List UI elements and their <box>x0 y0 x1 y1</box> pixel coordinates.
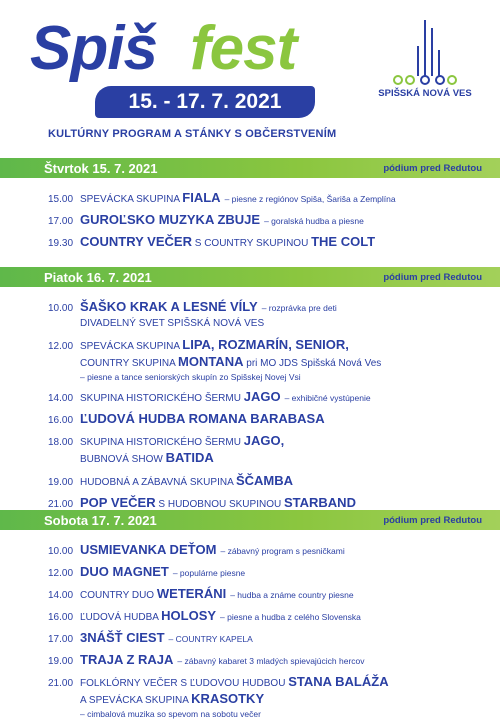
event-name: ŠČAMBA <box>235 473 294 488</box>
day-saturday <box>0 510 500 720</box>
event-time: 19.00 <box>48 477 74 488</box>
event-line2 <box>48 692 480 708</box>
event-time: 15.00 <box>48 194 74 205</box>
event-name: COUNTRY VEČER <box>80 234 192 249</box>
day-title: Piatok 16. 7. 2021 <box>44 269 152 285</box>
event-row <box>48 337 480 355</box>
program-subtitle: KULTÚRNY PROGRAM A STÁNKY S OBČERSTVENÍM <box>48 128 337 140</box>
event-row <box>48 473 480 491</box>
event-desc: – zábavný program s pesničkami <box>220 546 345 556</box>
event-time: 19.30 <box>48 238 74 249</box>
event-line2-prefix: BUBNOVÁ SHOW <box>80 454 163 465</box>
day-stage: pódium pred Redutou <box>383 162 482 174</box>
event-desc: – piesne a hudba z celého Slovenska <box>220 612 361 622</box>
event-row <box>48 234 480 252</box>
event-desc: – exhibičné vystúpenie <box>284 393 371 403</box>
event-name: 3NÁŠŤ CIEST <box>80 630 165 645</box>
event-row <box>48 190 480 208</box>
event-time: 16.00 <box>48 415 74 426</box>
event-line2-name: MONTANA <box>178 354 244 369</box>
day-stage: pódium pred Redutou <box>383 514 482 526</box>
event-prefix: COUNTRY DUO <box>80 590 155 601</box>
event-time: 10.00 <box>48 546 74 557</box>
event-time: 17.00 <box>48 216 74 227</box>
event-note: – piesne a tance seniorských skupín zo Spišskej Novej Vsi <box>80 372 301 382</box>
day-title: Sobota 17. 7. 2021 <box>44 512 157 528</box>
event-name: JAGO <box>243 389 281 404</box>
event-line2-prefix: A SPEVÁCKA SKUPINA <box>80 695 189 706</box>
event-desc: – COUNTRY KAPELA <box>168 634 253 644</box>
event-row <box>48 433 480 451</box>
event-time: 12.00 <box>48 341 74 352</box>
day-header-bar <box>0 267 500 287</box>
event-name: POP VEČER <box>80 495 156 510</box>
event-prefix: SPEVÁCKA SKUPINA <box>80 194 180 205</box>
spisfest-logo-fest: fest <box>190 14 297 83</box>
event-line2: DIVADELNÝ SVET SPIŠSKÁ NOVÁ VES <box>80 318 265 329</box>
event-prefix: SPEVÁCKA SKUPINA <box>80 341 180 352</box>
event-line2 <box>48 355 480 371</box>
event-name: LIPA, ROZMARÍN, SENIOR, <box>182 337 349 352</box>
event-row <box>48 674 480 692</box>
event-desc: – hudba a známe country piesne <box>230 590 354 600</box>
event-name-2: STARBAND <box>283 495 356 510</box>
event-name: TRAJA Z RAJA <box>80 652 174 667</box>
event-note: – cimbalová muzika so spevom na sobotu večer <box>80 709 261 719</box>
day-header-bar <box>0 158 500 178</box>
event-time: 12.00 <box>48 568 74 579</box>
event-time: 18.00 <box>48 437 74 448</box>
event-row <box>48 586 480 604</box>
event-row <box>48 564 480 582</box>
event-row <box>48 212 480 230</box>
event-time: 14.00 <box>48 590 74 601</box>
event-desc: – populárne piesne <box>172 568 246 578</box>
event-row <box>48 608 480 626</box>
event-line2-post: pri MO JDS Spišská Nová Ves <box>246 358 382 369</box>
event-desc: – zábavný kabaret 3 mladých spievajúcich hercov <box>177 656 365 666</box>
town-logo-icon <box>380 18 470 98</box>
event-time: 17.00 <box>48 634 74 645</box>
event-row <box>48 299 480 317</box>
event-line2-name: BATIDA <box>165 450 214 465</box>
event-line2-prefix: COUNTRY SKUPINA <box>80 358 176 369</box>
event-row <box>48 630 480 648</box>
event-row <box>48 389 480 407</box>
event-prefix: FOLKLÓRNY VEČER S ĽUDOVOU HUDBOU <box>80 678 286 689</box>
event-name: ŠAŠKO KRAK A LESNÉ VÍLY <box>80 299 258 314</box>
event-time: 21.00 <box>48 678 74 689</box>
event-name: DUO MAGNET <box>80 564 169 579</box>
event-mid: S COUNTRY SKUPINOU <box>194 238 309 249</box>
day-stage: pódium pred Redutou <box>383 271 482 283</box>
event-desc: – goralská hudba a piesne <box>264 216 364 226</box>
event-name: HOLOSY <box>161 608 217 623</box>
event-prefix: SKUPINA HISTORICKÉHO ŠERMU <box>80 437 241 448</box>
event-name: STANA BALÁŽA <box>288 674 389 689</box>
event-name: FIALA <box>182 190 221 205</box>
event-row <box>48 652 480 670</box>
day-friday <box>0 267 500 517</box>
event-line2 <box>48 451 480 467</box>
event-desc: – rozprávka pre deti <box>261 303 337 313</box>
event-row <box>48 411 480 429</box>
event-name: ĽUDOVÁ HUDBA ROMANA BARABASA <box>80 411 325 426</box>
festival-dates: 15. - 17. 7. 2021 <box>95 86 315 118</box>
spisfest-logo-spis: Spiš <box>30 14 157 83</box>
event-desc: – piesne z regiónov Spiša, Šariša a Zemplína <box>224 194 396 204</box>
event-prefix: SKUPINA HISTORICKÉHO ŠERMU <box>80 393 241 404</box>
event-row <box>48 542 480 560</box>
event-name: USMIEVANKA DEŤOM <box>80 542 217 557</box>
event-name: GUROĽSKO MUZYKA ZBUJE <box>80 212 261 227</box>
event-line2-name: KRASOTKY <box>191 691 265 706</box>
event-time: 19.00 <box>48 656 74 667</box>
town-name: SPIŠSKÁ NOVÁ VES <box>378 88 472 99</box>
event-mid: S HUDOBNOU SKUPINOU <box>158 499 282 510</box>
event-time: 21.00 <box>48 499 74 510</box>
event-time: 14.00 <box>48 393 74 404</box>
event-name: JAGO, <box>243 433 285 448</box>
event-time: 10.00 <box>48 303 74 314</box>
event-name-2: THE COLT <box>311 234 376 249</box>
event-name: WETERÁNI <box>156 586 227 601</box>
poster-header <box>0 0 500 150</box>
day-thursday <box>0 158 500 256</box>
event-prefix: HUDOBNÁ A ZÁBAVNÁ SKUPINA <box>80 477 234 488</box>
day-header-bar <box>0 510 500 530</box>
day-title: Štvrtok 15. 7. 2021 <box>44 160 158 176</box>
event-prefix: ĽUDOVÁ HUDBA <box>80 612 159 623</box>
event-time: 16.00 <box>48 612 74 623</box>
